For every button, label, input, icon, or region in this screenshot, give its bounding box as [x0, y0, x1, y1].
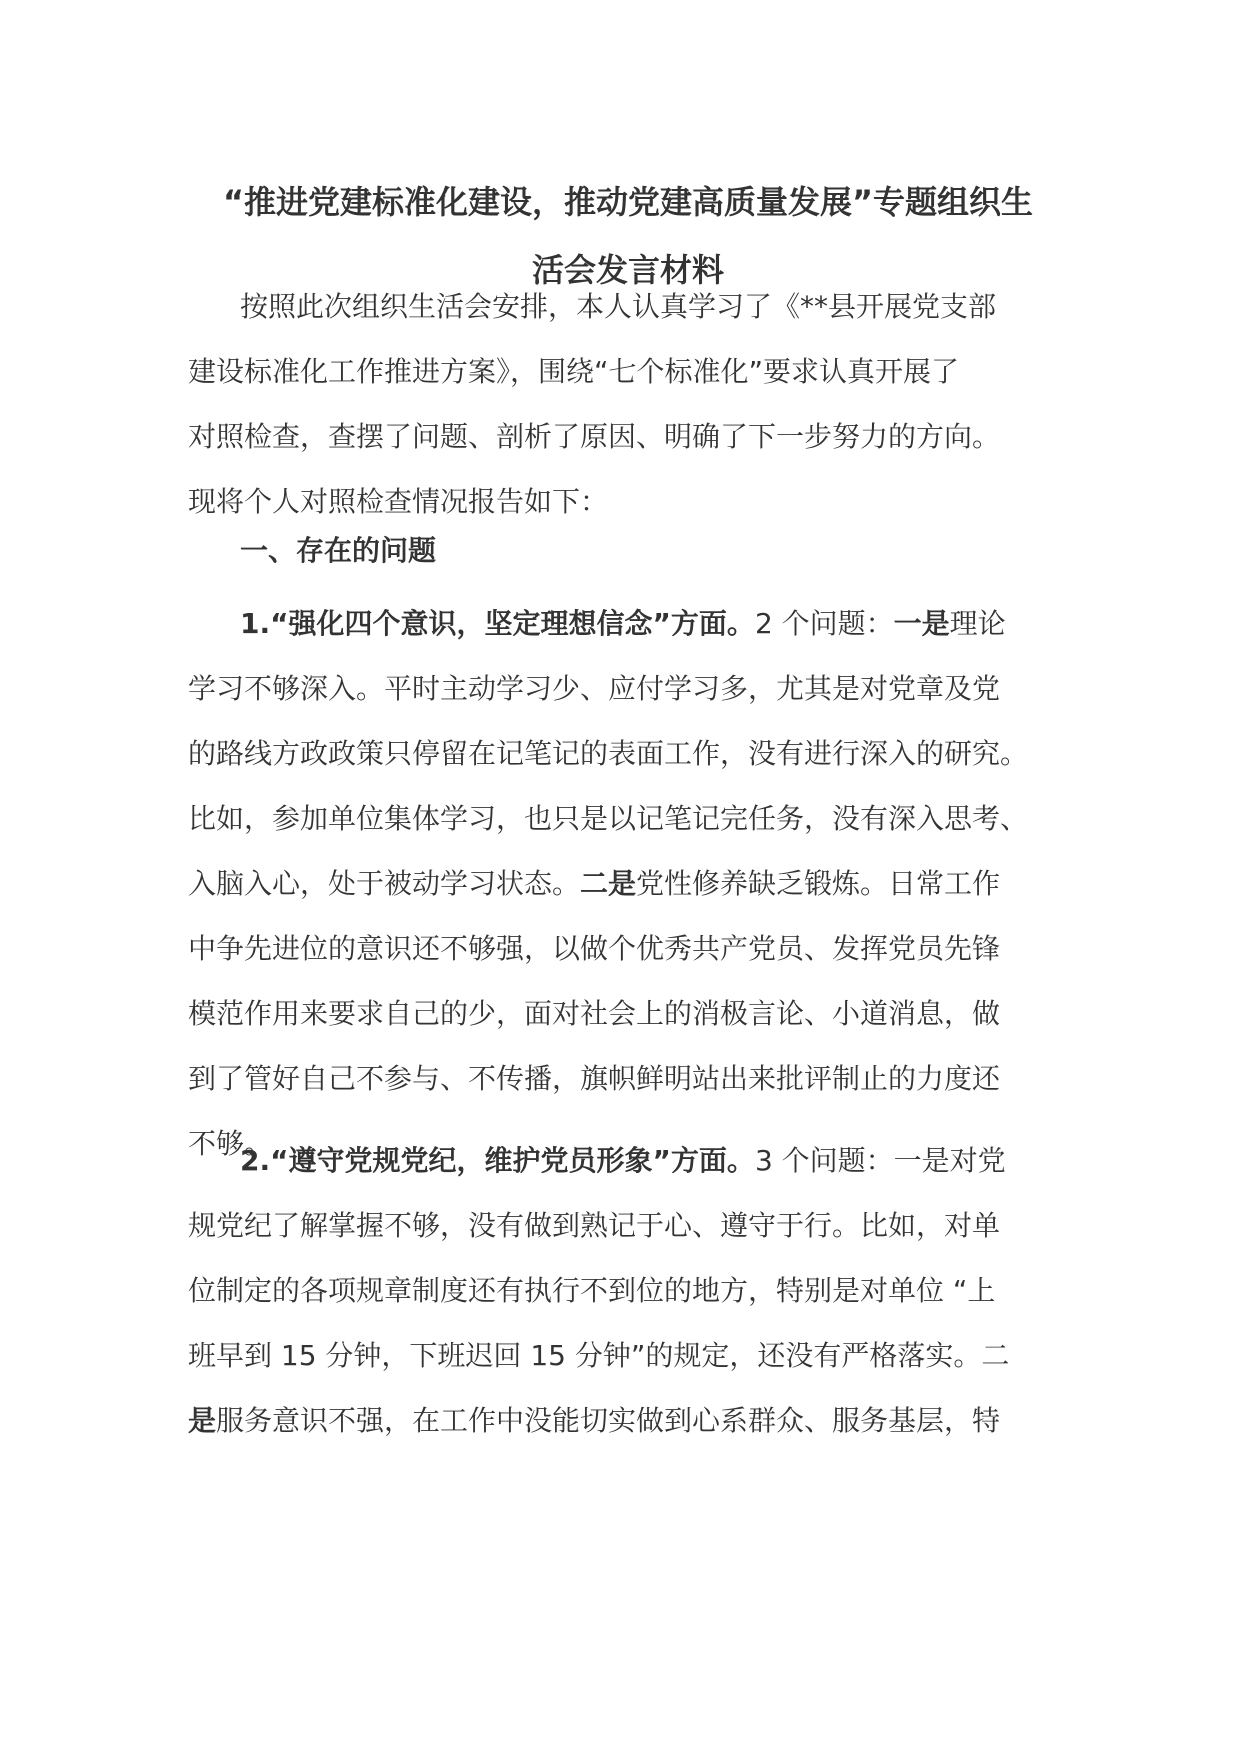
item-1-label: 1.“强化四个意识，坚定理想信念”方面。: [240, 607, 755, 640]
item-1-line-1: [188, 591, 1068, 656]
item-1-line-1-text-b: 理论: [949, 607, 1006, 640]
intro-line-2: 建设标准化工作推进方案》，围绕“七个标准化”要求认真开展了: [188, 355, 960, 388]
item-2-label: 2.“遵守党规党纪，维护党员形象”方面。: [240, 1144, 755, 1177]
item-1-line-8: 到了管好自己不参与、不传播，旗帜鲜明站出来批评制止的力度还: [188, 1062, 1001, 1095]
item-2-line-5: [188, 1388, 1068, 1453]
intro-paragraph: [188, 274, 1068, 534]
item-2-line-2: 规党纪了解掌握不够，没有做到熟记于心、遵守于行。比如，对单: [188, 1209, 1001, 1242]
title-line-2: 活会发言材料: [531, 251, 724, 289]
intro-line-3: 对照检查，查摆了问题、剖析了原因、明确了下一步努力的方向。: [188, 420, 1001, 453]
item-1-line-9: 不够。: [188, 1127, 273, 1160]
intro-line-4: 现将个人对照检查情况报告如下：: [188, 485, 609, 518]
item-2-paragraph: [188, 1128, 1068, 1453]
item-1-line-5-text-a: 入脑入心，处于被动学习状态。: [188, 867, 581, 900]
item-2-line-4: 班早到 15 分钟，下班迟回 15 分钟”的规定，还没有严格落实。二: [188, 1339, 1010, 1372]
item-2-line-1-text: 3 个问题：一是对党: [754, 1144, 1006, 1177]
item-1-line-4: 比如，参加单位集体学习，也只是以记笔记完任务，没有深入思考、: [188, 802, 1029, 835]
section-1-heading: [188, 518, 1068, 583]
section-1-heading-block: [188, 518, 1068, 583]
item-1-line-5-bold: 二是: [580, 867, 637, 900]
item-1-line-1-bold: 一是: [893, 607, 950, 640]
item-1-paragraph: [188, 591, 1068, 1176]
item-1-line-1-text-a: 2 个问题：: [754, 607, 894, 640]
item-2-line-1: [188, 1128, 1068, 1193]
item-1-line-5: [188, 851, 1068, 916]
item-1-line-5-text-b: 党性修养缺乏锻炼。日常工作: [636, 867, 1001, 900]
intro-line-1: 按照此次组织生活会安排，本人认真学习了《**县开展党支部: [240, 290, 997, 323]
item-2-line-5-text: 服务意识不强，在工作中没能切实做到心系群众、服务基层，特: [216, 1404, 1001, 1437]
item-1-line-6: 中争先进位的意识还不够强，以做个优秀共产党员、发挥党员先锋: [188, 932, 1001, 965]
item-2-line-3: 位制定的各项规章制度还有执行不到位的地方，特别是对单位 “上: [188, 1274, 996, 1307]
item-1-line-2: 学习不够深入。平时主动学习少、应付学习多，尤其是对党章及党: [188, 672, 1001, 705]
item-1-line-3: 的路线方政政策只停留在记笔记的表面工作，没有进行深入的研究。: [188, 737, 1029, 770]
item-2-line-5-bold: 是: [188, 1404, 217, 1437]
item-1-line-7: 模范作用来要求自己的少，面对社会上的消极言论、小道消息，做: [188, 997, 1001, 1030]
section-1-heading-text: 一、存在的问题: [240, 534, 437, 567]
title-line-1: “推进党建标准化建设，推动党建高质量发展”专题组织生: [222, 183, 1034, 221]
